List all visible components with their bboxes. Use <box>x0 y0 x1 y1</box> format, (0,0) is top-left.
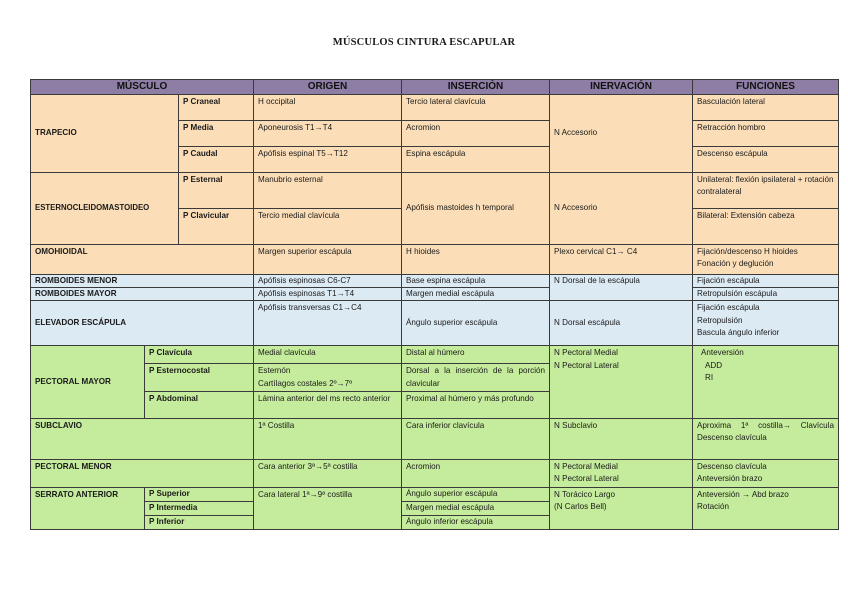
funcion-cell: Basculación lateral <box>693 95 839 121</box>
funcion-line: Fonación y deglución <box>697 259 774 269</box>
muscle-name: ROMBOIDES MENOR <box>31 275 254 288</box>
muscle-part: P Esternocostal <box>145 364 254 391</box>
table-row <box>31 418 839 459</box>
inervacion-cell: N Accesorio <box>550 95 693 173</box>
insercion-cell: Tercio lateral clavícula <box>402 95 550 121</box>
funcion-cell <box>693 487 839 529</box>
insercion-cell: Apófisis mastoides h temporal <box>402 173 550 245</box>
origen-cell: Apófisis espinosas C6-C7 <box>254 275 402 288</box>
header-row <box>31 80 839 95</box>
muscle-part: P Clavícula <box>145 346 254 364</box>
funcion-cell: Retracción hombro <box>693 121 839 147</box>
insercion-cell: Ángulo inferior escápula <box>402 515 550 529</box>
inervacion-cell: N Dorsal de la escápula <box>550 275 693 301</box>
origen-cell: 1ª Costilla <box>254 418 402 459</box>
header-insercion: INSERCIÓN <box>402 80 550 95</box>
funcion-cell: Bilateral: Extensión cabeza <box>693 209 839 245</box>
muscle-part: P Superior <box>145 487 254 501</box>
funcion-cell <box>693 301 839 346</box>
header-funciones: FUNCIONES <box>693 80 839 95</box>
origen-cell: Cara lateral 1ª→9ª costilla <box>254 487 402 529</box>
muscle-part: P Clavicular <box>179 209 254 245</box>
funcion-cell <box>693 418 839 459</box>
inervacion-cell: Plexo cervical C1→ C4 <box>550 245 693 275</box>
funcion-cell <box>693 245 839 275</box>
table-row <box>31 245 839 275</box>
inervacion-cell <box>550 346 693 418</box>
muscle-name: OMOHIOIDAL <box>31 245 254 275</box>
muscle-part: P Craneal <box>179 95 254 121</box>
table-row <box>31 275 839 288</box>
muscle-name: PECTORAL MENOR <box>31 459 254 487</box>
funcion-line: Descenso clavícula <box>697 433 767 443</box>
funcion-line: Anteversión <box>701 348 744 358</box>
muscle-part: P Abdominal <box>145 391 254 418</box>
funcion-cell: Unilateral: flexión ipsilateral + rotación contralateral <box>693 173 839 209</box>
insercion-cell: Espina escápula <box>402 147 550 173</box>
funcion-line: Bascula ángulo inferior <box>697 327 780 337</box>
insercion-cell: Margen medial escápula <box>402 288 550 301</box>
funcion-line: Fijación escápula <box>697 303 760 313</box>
muscle-name: ROMBOIDES MAYOR <box>31 288 254 301</box>
header-origen: ORIGEN <box>254 80 402 95</box>
funcion-cell: Descenso escápula <box>693 147 839 173</box>
table-row <box>31 346 839 364</box>
muscle-name: ELEVADOR ESCÁPULA <box>31 301 254 346</box>
muscle-name: SUBCLAVIO <box>31 418 254 459</box>
inervacion-cell: N Subclavio <box>550 418 693 459</box>
funcion-cell <box>693 459 839 487</box>
origen-line: Cartílagos costales 2º→7º <box>258 378 353 388</box>
insercion-cell: Proximal al húmero y más profundo <box>402 391 550 418</box>
insercion-cell: Cara inferior clavícula <box>402 418 550 459</box>
page-title: MÚSCULOS CINTURA ESCAPULAR <box>332 37 516 48</box>
muscles-table <box>30 79 839 530</box>
funcion-line: Rotación <box>697 502 729 512</box>
insercion-cell: Base espina escápula <box>402 275 550 288</box>
inervacion-line: (N Carlos Bell) <box>554 502 607 512</box>
muscle-name: SERRATO ANTERIOR <box>31 487 145 529</box>
origen-cell: Tercio medial clavícula <box>254 209 402 245</box>
table-row <box>31 95 839 121</box>
insercion-cell: Ángulo superior escápula <box>402 487 550 501</box>
funcion-line: Fijación/descenso H hioides <box>697 247 798 256</box>
origen-cell: Lámina anterior del ms recto anterior <box>254 391 402 418</box>
inervacion-line: N Pectoral Medial <box>554 461 618 471</box>
funcion-line: RI <box>705 372 714 382</box>
origen-cell: H occipital <box>254 95 402 121</box>
header-musculo: MÚSCULO <box>31 80 254 95</box>
funcion-cell: Fijación escápula <box>693 275 839 288</box>
inervacion-cell <box>550 487 693 529</box>
insercion-cell: Acromion <box>402 121 550 147</box>
funcion-line: Aproxima 1ª costilla→ Clavícula <box>697 420 834 430</box>
origen-cell: Aponeurosis T1→T4 <box>254 121 402 147</box>
origen-cell: Apófisis transversas C1→C4 <box>254 301 402 346</box>
muscle-part: P Media <box>179 121 254 147</box>
insercion-cell: Distal al húmero <box>402 346 550 364</box>
table-row <box>31 487 839 501</box>
muscle-name: TRAPECIO <box>31 95 179 173</box>
funcion-line: Descenso clavícula <box>697 461 767 471</box>
origen-cell: Medial clavícula <box>254 346 402 364</box>
insercion-cell: H hioides <box>402 245 550 275</box>
inervacion-cell <box>550 459 693 487</box>
funcion-cell: Retropulsión escápula <box>693 288 839 301</box>
muscle-part: P Inferior <box>145 515 254 529</box>
table-row <box>31 459 839 487</box>
funcion-line: Anteversión brazo <box>697 474 763 484</box>
insercion-cell: Acromion <box>402 459 550 487</box>
insercion-cell: Margen medial escápula <box>402 501 550 515</box>
inervacion-line: N Torácico Largo <box>554 489 616 499</box>
muscle-name: PECTORAL MAYOR <box>31 346 145 418</box>
origen-cell: Margen superior escápula <box>254 245 402 275</box>
origen-cell <box>254 364 402 391</box>
inervacion-line: N Pectoral Lateral <box>554 474 619 484</box>
inervacion-cell: N Accesorio <box>550 173 693 245</box>
origen-cell: Manubrio esternal <box>254 173 402 209</box>
funcion-line: Anteversión → Abd brazo <box>697 489 789 499</box>
origen-line: Esternón <box>258 366 291 376</box>
origen-cell: Apófisis espinosas T1→T4 <box>254 288 402 301</box>
inervacion-line: N Pectoral Medial <box>554 348 618 358</box>
funcion-line: Retropulsión <box>697 315 743 325</box>
muscle-part: P Esternal <box>179 173 254 209</box>
table-row <box>31 301 839 346</box>
muscle-part: P Caudal <box>179 147 254 173</box>
funcion-line: ADD <box>705 360 723 370</box>
insercion-cell: Dorsal a la inserción de la porción clavicular <box>402 364 550 391</box>
header-inervacion: INERVACIÓN <box>550 80 693 95</box>
muscle-name: ESTERNOCLEIDOMASTOIDEO <box>31 173 179 245</box>
inervacion-line: N Pectoral Lateral <box>554 360 619 370</box>
origen-cell: Apófisis espinal T5→T12 <box>254 147 402 173</box>
table-row <box>31 173 839 209</box>
inervacion-cell: N Dorsal escápula <box>550 301 693 346</box>
funcion-cell <box>693 346 839 418</box>
origen-cell: Cara anterior 3ª→5ª costilla <box>254 459 402 487</box>
table-row <box>31 288 839 301</box>
muscle-part: P Intermedia <box>145 501 254 515</box>
insercion-cell: Ángulo superior escápula <box>402 301 550 346</box>
